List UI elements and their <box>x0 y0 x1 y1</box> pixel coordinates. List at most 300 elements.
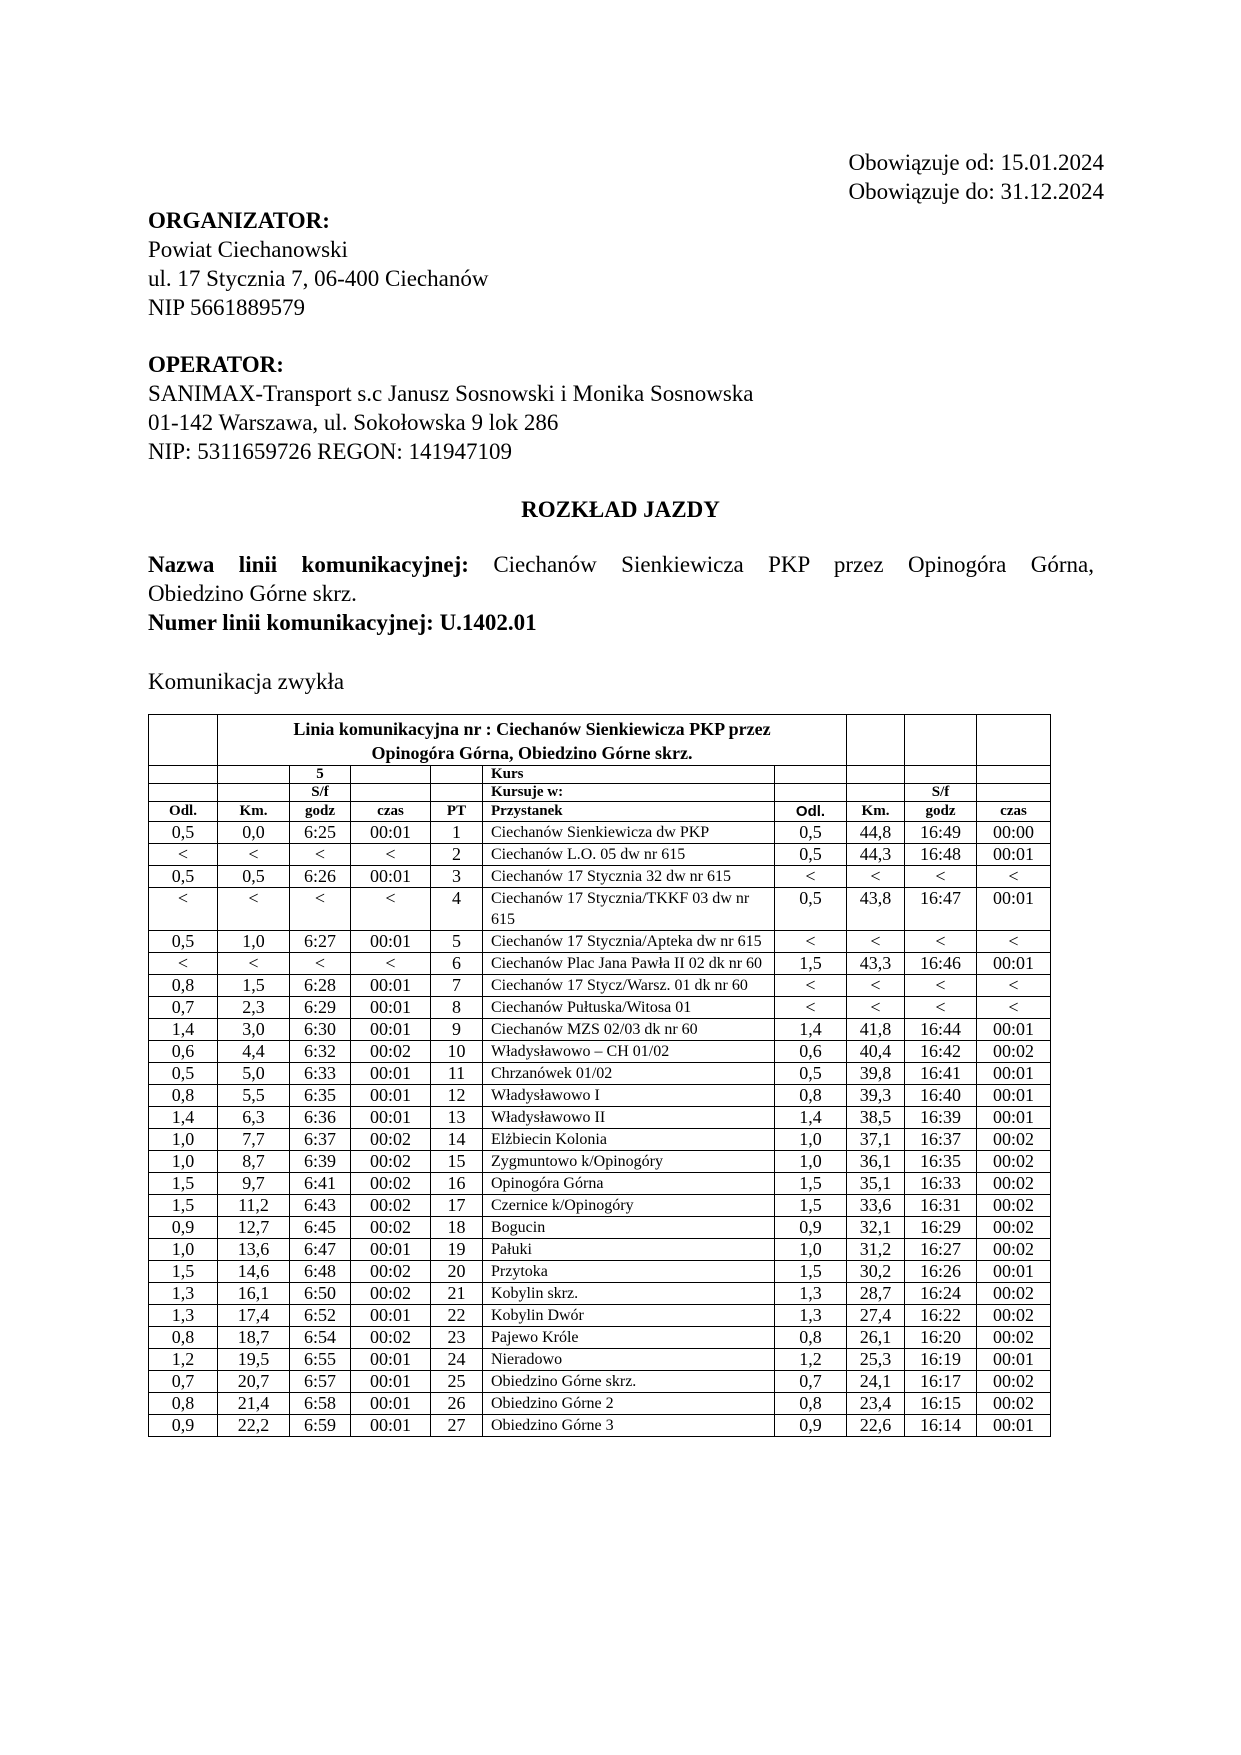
cell-km-return: 28,7 <box>847 1283 905 1305</box>
cell-pt: 3 <box>431 866 483 888</box>
cell-odl: 1,3 <box>149 1283 218 1305</box>
cell-pt: 2 <box>431 844 483 866</box>
cell-km-return: 24,1 <box>847 1371 905 1393</box>
cell-godz: 6:43 <box>290 1195 351 1217</box>
cell-godz: 6:59 <box>290 1415 351 1437</box>
cell-odl: 0,5 <box>149 1063 218 1085</box>
cell-stop: Kobylin skrz. <box>483 1283 775 1305</box>
cell-czas: < <box>351 844 431 866</box>
cell-pt: 21 <box>431 1283 483 1305</box>
operator-ids: NIP: 5311659726 REGON: 141947109 <box>148 439 512 464</box>
table-row <box>149 931 1051 953</box>
cell-czas-return: 00:02 <box>977 1239 1051 1261</box>
cell-czas: 00:01 <box>351 975 431 997</box>
cell-odl: 0,8 <box>149 975 218 997</box>
cell-czas: 00:02 <box>351 1129 431 1151</box>
cell-km: 9,7 <box>218 1173 290 1195</box>
table-row <box>149 1085 1051 1107</box>
col-km: Km. <box>218 802 290 822</box>
cell-stop: Chrzanówek 01/02 <box>483 1063 775 1085</box>
cell-odl: 1,0 <box>149 1239 218 1261</box>
cell-godz-return: 16:40 <box>905 1085 977 1107</box>
cell-odl-return: 1,5 <box>775 1173 847 1195</box>
cell-km: 17,4 <box>218 1305 290 1327</box>
cell-km: 14,6 <box>218 1261 290 1283</box>
col-odl-return: Odl. <box>775 802 847 822</box>
cell-godz: 6:55 <box>290 1349 351 1371</box>
cell-odl: 0,9 <box>149 1217 218 1239</box>
valid-from: Obowiązuje od: 15.01.2024 <box>848 150 1104 175</box>
cell-godz-return: 16:42 <box>905 1041 977 1063</box>
cell-odl-return: 1,4 <box>775 1019 847 1041</box>
cell-km: 8,7 <box>218 1151 290 1173</box>
cell-km: 0,0 <box>218 822 290 844</box>
cell-czas-return: 00:01 <box>977 844 1051 866</box>
cell-stop: Ciechanów 17 Stycznia 32 dw nr 615 <box>483 866 775 888</box>
cell-czas: 00:01 <box>351 1085 431 1107</box>
column-header-row <box>149 802 1051 822</box>
cell-godz: 6:29 <box>290 997 351 1019</box>
cell-km-return: 25,3 <box>847 1349 905 1371</box>
cell-pt: 23 <box>431 1327 483 1349</box>
cell-czas: 00:01 <box>351 822 431 844</box>
cell-odl: 1,3 <box>149 1305 218 1327</box>
cell-odl-return: 0,9 <box>775 1217 847 1239</box>
cell-odl: 0,5 <box>149 822 218 844</box>
operator-address: 01-142 Warszawa, ul. Sokołowska 9 lok 286 <box>148 410 559 435</box>
table-row <box>149 1239 1051 1261</box>
cell-km: 1,5 <box>218 975 290 997</box>
cell-godz: 6:30 <box>290 1019 351 1041</box>
cell-km: < <box>218 888 290 931</box>
col-godz: godz <box>290 802 351 822</box>
cell-km: 5,5 <box>218 1085 290 1107</box>
cell-km-return: 35,1 <box>847 1173 905 1195</box>
cell-odl-return: 0,5 <box>775 888 847 931</box>
table-row <box>149 888 1051 931</box>
cell-czas: 00:02 <box>351 1261 431 1283</box>
table-row <box>149 1173 1051 1195</box>
line-name-label: Nazwa linii komunikacyjnej: <box>148 552 469 577</box>
table-row <box>149 1371 1051 1393</box>
cell-pt: 22 <box>431 1305 483 1327</box>
cell-godz-return: 16:48 <box>905 844 977 866</box>
cell-odl-return: 0,8 <box>775 1393 847 1415</box>
cell-czas-return: 00:02 <box>977 1217 1051 1239</box>
cell-odl-return: < <box>775 931 847 953</box>
cell-stop: Opinogóra Górna <box>483 1173 775 1195</box>
cell-godz: 6:25 <box>290 822 351 844</box>
cell-km: 6,3 <box>218 1107 290 1129</box>
cell-odl: 0,5 <box>149 931 218 953</box>
cell-km-return: 32,1 <box>847 1217 905 1239</box>
cell-godz-return: 16:31 <box>905 1195 977 1217</box>
cell-odl-return: 1,5 <box>775 1195 847 1217</box>
cell-km-return: 44,8 <box>847 822 905 844</box>
cell-km: 21,4 <box>218 1393 290 1415</box>
line-name-row <box>148 550 1094 579</box>
cell-km-return: < <box>847 931 905 953</box>
table-row <box>149 1283 1051 1305</box>
cell-czas: 00:02 <box>351 1283 431 1305</box>
cell-czas-return: 00:00 <box>977 822 1051 844</box>
cell-stop: Nieradowo <box>483 1349 775 1371</box>
operator-heading: OPERATOR: <box>148 352 284 377</box>
cell-pt: 17 <box>431 1195 483 1217</box>
cell-godz-return: 16:27 <box>905 1239 977 1261</box>
table-row <box>149 1217 1051 1239</box>
organizer-nip: NIP 5661889579 <box>148 295 305 320</box>
cell-pt: 26 <box>431 1393 483 1415</box>
cell-czas-return: 00:02 <box>977 1151 1051 1173</box>
cell-stop: Władysławowo – CH 01/02 <box>483 1041 775 1063</box>
cell-km-return: 38,5 <box>847 1107 905 1129</box>
col-czas: czas <box>351 802 431 822</box>
cell-czas: 00:01 <box>351 1239 431 1261</box>
cell-odl: 1,0 <box>149 1151 218 1173</box>
cell-km: 12,7 <box>218 1217 290 1239</box>
cell-pt: 24 <box>431 1349 483 1371</box>
cell-odl-return: 1,4 <box>775 1107 847 1129</box>
cell-godz-return: 16:26 <box>905 1261 977 1283</box>
table-row <box>149 1305 1051 1327</box>
cell-km-return: 33,6 <box>847 1195 905 1217</box>
cell-godz: 6:39 <box>290 1151 351 1173</box>
cell-km: 1,0 <box>218 931 290 953</box>
cell-godz-return: 16:39 <box>905 1107 977 1129</box>
cell-km-return: 26,1 <box>847 1327 905 1349</box>
cell-stop: Władysławowo II <box>483 1107 775 1129</box>
cell-czas-return: 00:02 <box>977 1129 1051 1151</box>
cell-godz: < <box>290 888 351 931</box>
cell-odl-return: 1,0 <box>775 1129 847 1151</box>
kursuje-label: Kursuje w: <box>483 784 775 802</box>
cell-km: 22,2 <box>218 1415 290 1437</box>
cell-czas: 00:01 <box>351 1305 431 1327</box>
cell-czas: 00:01 <box>351 997 431 1019</box>
table-row <box>149 975 1051 997</box>
cell-stop: Ciechanów L.O. 05 dw nr 615 <box>483 844 775 866</box>
cell-godz-return: 16:44 <box>905 1019 977 1041</box>
cell-godz: 6:54 <box>290 1327 351 1349</box>
table-row <box>149 1041 1051 1063</box>
cell-czas: 00:01 <box>351 1415 431 1437</box>
cell-godz: 6:35 <box>290 1085 351 1107</box>
cell-godz: 6:48 <box>290 1261 351 1283</box>
cell-pt: 14 <box>431 1129 483 1151</box>
kurs-number: 5 <box>290 766 351 784</box>
cell-km: 2,3 <box>218 997 290 1019</box>
table-row <box>149 1107 1051 1129</box>
cell-stop: Władysławowo I <box>483 1085 775 1107</box>
cell-pt: 7 <box>431 975 483 997</box>
cell-odl-return: < <box>775 866 847 888</box>
cell-km: < <box>218 844 290 866</box>
cell-km: 19,5 <box>218 1349 290 1371</box>
cell-pt: 16 <box>431 1173 483 1195</box>
cell-km-return: 40,4 <box>847 1041 905 1063</box>
cell-odl-return: 1,2 <box>775 1349 847 1371</box>
days-right: S/f <box>905 784 977 802</box>
cell-pt: 1 <box>431 822 483 844</box>
cell-godz: 6:58 <box>290 1393 351 1415</box>
cell-pt: 6 <box>431 953 483 975</box>
cell-godz: 6:36 <box>290 1107 351 1129</box>
cell-stop: Ciechanów Plac Jana Pawła II 02 dk nr 60 <box>483 953 775 975</box>
table-row <box>149 1195 1051 1217</box>
cell-odl: 0,8 <box>149 1085 218 1107</box>
line-number-label: Numer linii komunikacyjnej: U.1402.01 <box>148 610 537 635</box>
cell-godz-return: 16:29 <box>905 1217 977 1239</box>
cell-czas: 00:01 <box>351 1371 431 1393</box>
cell-czas-return: 00:01 <box>977 1085 1051 1107</box>
validity-dates <box>848 148 1104 206</box>
cell-godz: 6:32 <box>290 1041 351 1063</box>
cell-stop: Obiedzino Górne 3 <box>483 1415 775 1437</box>
cell-odl: 1,5 <box>149 1195 218 1217</box>
cell-odl-return: < <box>775 997 847 1019</box>
cell-stop: Ciechanów Pułtuska/Witosa 01 <box>483 997 775 1019</box>
col-odl: Odl. <box>149 802 218 822</box>
cell-odl: 0,9 <box>149 1415 218 1437</box>
cell-km: 7,7 <box>218 1129 290 1151</box>
cell-odl: 1,2 <box>149 1349 218 1371</box>
cell-odl-return: 0,5 <box>775 844 847 866</box>
cell-czas: 00:01 <box>351 1107 431 1129</box>
cell-pt: 20 <box>431 1261 483 1283</box>
cell-godz-return: 16:20 <box>905 1327 977 1349</box>
cell-godz-return: 16:14 <box>905 1415 977 1437</box>
cell-czas-return: 00:01 <box>977 1349 1051 1371</box>
cell-godz: 6:50 <box>290 1283 351 1305</box>
cell-pt: 19 <box>431 1239 483 1261</box>
cell-km: 0,5 <box>218 866 290 888</box>
cell-odl: 0,7 <box>149 997 218 1019</box>
cell-czas: 00:01 <box>351 931 431 953</box>
table-row <box>149 1327 1051 1349</box>
cell-czas-return: 00:02 <box>977 1041 1051 1063</box>
cell-godz: 6:28 <box>290 975 351 997</box>
cell-stop: Ciechanów 17 Stycznia/Apteka dw nr 615 <box>483 931 775 953</box>
cell-km-return: 22,6 <box>847 1415 905 1437</box>
cell-odl: 1,4 <box>149 1107 218 1129</box>
table-row <box>149 1129 1051 1151</box>
cell-km-return: 23,4 <box>847 1393 905 1415</box>
cell-godz-return: < <box>905 997 977 1019</box>
cell-stop: Ciechanów 17 Stycznia/TKKF 03 dw nr 615 <box>483 888 775 931</box>
cell-czas-return: 00:01 <box>977 953 1051 975</box>
cell-km-return: 30,2 <box>847 1261 905 1283</box>
cell-pt: 10 <box>431 1041 483 1063</box>
kurs-row <box>149 766 1051 784</box>
line-name-continuation: Obiedzino Górne skrz. <box>148 581 357 606</box>
cell-stop: Zygmuntowo k/Opinogóry <box>483 1151 775 1173</box>
cell-odl-return: 1,3 <box>775 1305 847 1327</box>
operator-name: SANIMAX-Transport s.c Janusz Sosnowski i Monika Sosnowska <box>148 381 754 406</box>
table-row <box>149 1261 1051 1283</box>
cell-czas-return: < <box>977 997 1051 1019</box>
cell-odl-return: 0,5 <box>775 822 847 844</box>
cell-km: 5,0 <box>218 1063 290 1085</box>
cell-czas-return: < <box>977 866 1051 888</box>
cell-czas-return: < <box>977 975 1051 997</box>
table-row <box>149 844 1051 866</box>
cell-odl: < <box>149 844 218 866</box>
cell-czas-return: < <box>977 931 1051 953</box>
table-row <box>149 1415 1051 1437</box>
table-title-row <box>149 715 1051 766</box>
cell-czas: 00:01 <box>351 866 431 888</box>
cell-odl-return: 0,7 <box>775 1371 847 1393</box>
col-godz-return: godz <box>905 802 977 822</box>
cell-pt: 15 <box>431 1151 483 1173</box>
cell-pt: 8 <box>431 997 483 1019</box>
cell-godz-return: 16:24 <box>905 1283 977 1305</box>
cell-godz-return: 16:47 <box>905 888 977 931</box>
valid-to: Obowiązuje do: 31.12.2024 <box>848 179 1104 204</box>
cell-km-return: 43,3 <box>847 953 905 975</box>
cell-godz-return: < <box>905 975 977 997</box>
cell-czas-return: 00:02 <box>977 1393 1051 1415</box>
cell-czas: 00:01 <box>351 1349 431 1371</box>
cell-km-return: 37,1 <box>847 1129 905 1151</box>
cell-czas-return: 00:01 <box>977 1415 1051 1437</box>
cell-czas-return: 00:01 <box>977 888 1051 931</box>
cell-km-return: 44,3 <box>847 844 905 866</box>
cell-czas-return: 00:02 <box>977 1327 1051 1349</box>
table-row <box>149 997 1051 1019</box>
line-name-value: Ciechanów Sienkiewicza PKP przez Opinogóra Górna, <box>493 552 1094 577</box>
kurs-label: Kurs <box>483 766 775 784</box>
cell-godz-return: 16:19 <box>905 1349 977 1371</box>
cell-km-return: 39,3 <box>847 1085 905 1107</box>
cell-km: 13,6 <box>218 1239 290 1261</box>
cell-czas-return: 00:02 <box>977 1195 1051 1217</box>
cell-km-return: 41,8 <box>847 1019 905 1041</box>
cell-odl-return: 0,9 <box>775 1415 847 1437</box>
table-row <box>149 1393 1051 1415</box>
cell-odl-return: 1,3 <box>775 1283 847 1305</box>
cell-czas-return: 00:01 <box>977 1019 1051 1041</box>
table-title-line-1: Linia komunikacyjna nr : Ciechanów Sienkiewicza PKP przez <box>293 719 771 739</box>
cell-odl-return: 1,0 <box>775 1239 847 1261</box>
cell-godz: 6:27 <box>290 931 351 953</box>
cell-czas-return: 00:01 <box>977 1107 1051 1129</box>
cell-czas-return: 00:02 <box>977 1305 1051 1327</box>
organizer-address: ul. 17 Stycznia 7, 06-400 Ciechanów <box>148 266 489 291</box>
cell-godz-return: 16:15 <box>905 1393 977 1415</box>
organizer-heading: ORGANIZATOR: <box>148 208 330 233</box>
cell-czas: < <box>351 888 431 931</box>
cell-km: 3,0 <box>218 1019 290 1041</box>
cell-godz: 6:57 <box>290 1371 351 1393</box>
cell-km-return: 31,2 <box>847 1239 905 1261</box>
cell-czas: 00:02 <box>351 1173 431 1195</box>
cell-stop: Obiedzino Górne 2 <box>483 1393 775 1415</box>
cell-stop: Przytoka <box>483 1261 775 1283</box>
cell-czas-return: 00:02 <box>977 1283 1051 1305</box>
cell-pt: 25 <box>431 1371 483 1393</box>
table-row <box>149 866 1051 888</box>
cell-czas-return: 00:01 <box>977 1063 1051 1085</box>
cell-stop: Elżbiecin Kolonia <box>483 1129 775 1151</box>
cell-odl: 1,5 <box>149 1261 218 1283</box>
cell-odl: 1,4 <box>149 1019 218 1041</box>
cell-odl: 0,5 <box>149 866 218 888</box>
table-row <box>149 953 1051 975</box>
cell-czas: 00:02 <box>351 1217 431 1239</box>
cell-godz-return: 16:37 <box>905 1129 977 1151</box>
cell-godz: < <box>290 844 351 866</box>
cell-odl-return: < <box>775 975 847 997</box>
cell-godz: 6:41 <box>290 1173 351 1195</box>
cell-stop: Bogucin <box>483 1217 775 1239</box>
cell-godz-return: 16:35 <box>905 1151 977 1173</box>
cell-km: 16,1 <box>218 1283 290 1305</box>
table-title-line-2: Opinogóra Górna, Obiedzino Górne skrz. <box>371 743 693 763</box>
col-pt: PT <box>431 802 483 822</box>
cell-pt: 13 <box>431 1107 483 1129</box>
cell-pt: 5 <box>431 931 483 953</box>
cell-pt: 9 <box>431 1019 483 1041</box>
line-number <box>148 608 1094 637</box>
cell-godz-return: 16:41 <box>905 1063 977 1085</box>
cell-godz-return: 16:46 <box>905 953 977 975</box>
cell-pt: 11 <box>431 1063 483 1085</box>
organizer-block <box>148 206 488 322</box>
table-row <box>149 1063 1051 1085</box>
cell-czas: 00:01 <box>351 1063 431 1085</box>
cell-godz: 6:26 <box>290 866 351 888</box>
cell-pt: 18 <box>431 1217 483 1239</box>
cell-odl-return: 1,5 <box>775 953 847 975</box>
cell-stop: Pajewo Króle <box>483 1327 775 1349</box>
table-row <box>149 1349 1051 1371</box>
document-title: ROZKŁAD JAZDY <box>521 497 720 522</box>
cell-czas-return: 00:01 <box>977 1261 1051 1283</box>
days-row <box>149 784 1051 802</box>
cell-godz: 6:37 <box>290 1129 351 1151</box>
cell-odl: 0,8 <box>149 1327 218 1349</box>
cell-czas: 00:01 <box>351 1019 431 1041</box>
cell-czas: < <box>351 953 431 975</box>
cell-godz: 6:47 <box>290 1239 351 1261</box>
table-row <box>149 822 1051 844</box>
cell-godz: < <box>290 953 351 975</box>
cell-pt: 4 <box>431 888 483 931</box>
cell-km-return: < <box>847 975 905 997</box>
cell-km-return: < <box>847 997 905 1019</box>
cell-odl: 1,0 <box>149 1129 218 1151</box>
cell-godz: 6:45 <box>290 1217 351 1239</box>
table-row <box>149 1019 1051 1041</box>
cell-godz-return: 16:17 <box>905 1371 977 1393</box>
cell-odl: 0,6 <box>149 1041 218 1063</box>
cell-km: 11,2 <box>218 1195 290 1217</box>
communication-type: Komunikacja zwykła <box>148 669 345 694</box>
cell-km: < <box>218 953 290 975</box>
cell-godz-return: 16:22 <box>905 1305 977 1327</box>
cell-stop: Ciechanów 17 Stycz/Warsz. 01 dk nr 60 <box>483 975 775 997</box>
line-info <box>148 550 1094 637</box>
cell-czas: 00:02 <box>351 1195 431 1217</box>
cell-czas-return: 00:02 <box>977 1371 1051 1393</box>
table-row <box>149 1151 1051 1173</box>
cell-stop: Ciechanów MZS 02/03 dk nr 60 <box>483 1019 775 1041</box>
cell-odl-return: 0,5 <box>775 1063 847 1085</box>
cell-odl-return: 1,5 <box>775 1261 847 1283</box>
cell-km: 20,7 <box>218 1371 290 1393</box>
